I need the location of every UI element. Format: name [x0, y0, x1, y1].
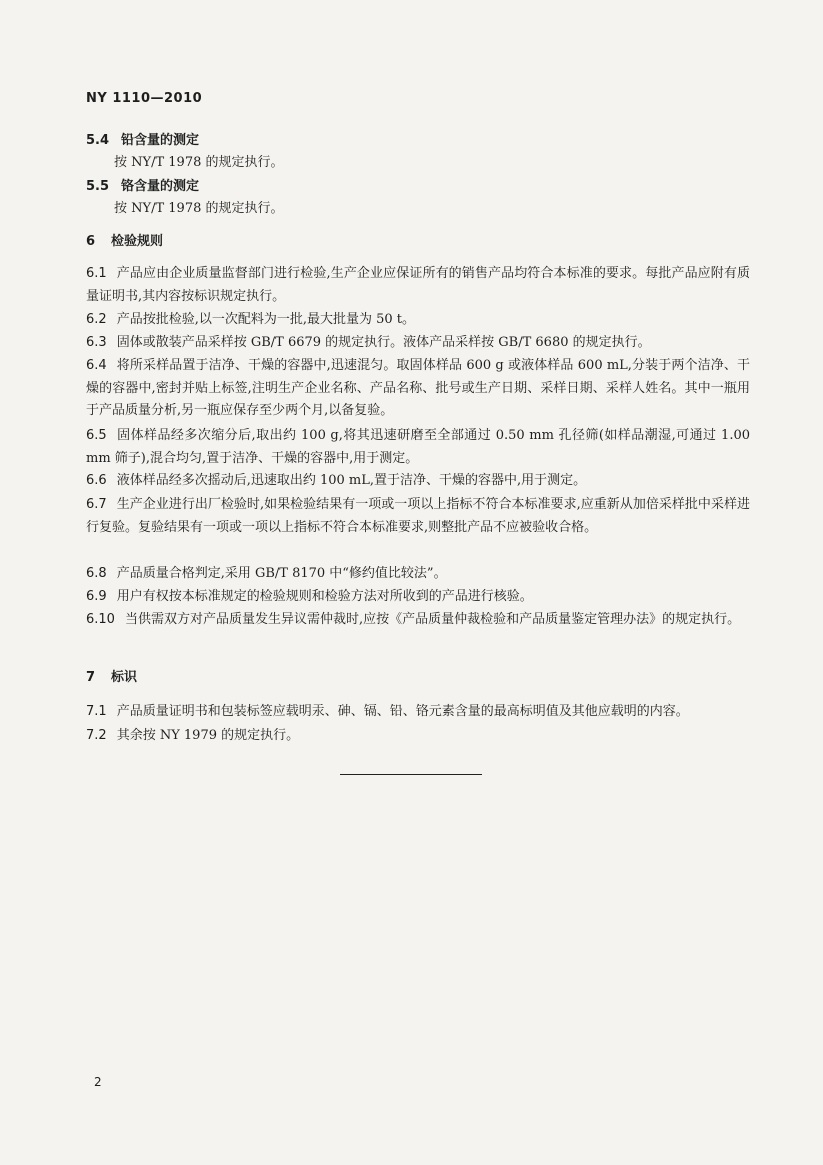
- clause-text: 用户有权按本标准规定的检验规则和检验方法对所收到的产品进行核验。: [116, 589, 533, 604]
- clause-6-8: [86, 563, 750, 586]
- clause-7-2: [86, 725, 750, 748]
- clause-number: 5.5: [86, 179, 110, 194]
- clause-6-10: [86, 609, 750, 632]
- clause-text: 产品按批检验,以一次配料为一批,最大批量为 50 t。: [116, 312, 415, 327]
- clause-title: 铬含量的测定: [121, 179, 200, 194]
- clause-5-4-body: 按 NY/T 1978 的规定执行。: [114, 155, 284, 170]
- section-7-heading: [86, 667, 748, 689]
- clause-text: 产品质量合格判定,采用 GB/T 8170 中“修约值比较法”。: [116, 566, 447, 581]
- standard-number: NY 1110—2010: [86, 91, 203, 106]
- clause-6-2: [86, 309, 750, 332]
- clause-number: 6.5: [86, 428, 107, 443]
- clause-6-1: [86, 263, 750, 308]
- page-number: 2: [94, 1075, 102, 1089]
- clause-title: 铅含量的测定: [121, 133, 200, 148]
- clause-7-1: [86, 701, 750, 724]
- clause-number: 6.6: [86, 473, 107, 488]
- clause-number: 6.10: [86, 612, 115, 627]
- section-title: 检验规则: [111, 234, 164, 249]
- clause-number: 6.1: [86, 266, 107, 281]
- clause-6-4: [86, 355, 750, 423]
- section-6-heading: [86, 231, 748, 253]
- clause-6-7: [86, 494, 750, 539]
- clause-number: 6.7: [86, 497, 107, 512]
- clause-number: 5.4: [86, 133, 110, 148]
- section-title: 标识: [111, 670, 138, 685]
- clause-number: 6.3: [86, 335, 107, 350]
- clause-text: 将所采样品置于洁净、干燥的容器中,迅速混匀。取固体样品 600 g 或液体样品 600 mL,分装于两个洁净、干燥的容器中,密封并贴上标签,注明生产企业名称、产品名称、批号或生产日期、采样日期、采样人姓名。其中一瓶用于产品质量分析,另一瓶应保存至少两个月,以备复验。: [86, 358, 750, 418]
- clause-number: 7.2: [86, 728, 107, 743]
- clause-6-3: [86, 332, 750, 355]
- clause-text: 固体或散装产品采样按 GB/T 6679 的规定执行。液体产品采样按 GB/T 6680 的规定执行。: [116, 335, 651, 350]
- section-number: 7: [86, 670, 96, 685]
- clause-number: 6.2: [86, 312, 107, 327]
- clause-number: 6.9: [86, 589, 107, 604]
- clause-6-5: [86, 425, 750, 470]
- clause-6-9: [86, 586, 750, 609]
- clause-number: 6.8: [86, 566, 107, 581]
- clause-text: 当供需双方对产品质量发生异议需仲裁时,应按《产品质量仲裁检验和产品质量鉴定管理办法》的规定执行。: [124, 612, 741, 627]
- clause-text: 液体样品经多次摇动后,迅速取出约 100 mL,置于洁净、干燥的容器中,用于测定。: [116, 473, 587, 488]
- clause-text: 其余按 NY 1979 的规定执行。: [116, 728, 300, 743]
- section-number: 6: [86, 234, 96, 249]
- clause-number: 7.1: [86, 704, 107, 719]
- clause-5-5-heading: [86, 176, 748, 198]
- clause-6-6: [86, 470, 750, 493]
- clause-text: 产品应由企业质量监督部门进行检验,生产企业应保证所有的销售产品均符合本标准的要求。每批产品应附有质量证明书,其内容按标识规定执行。: [86, 266, 750, 304]
- end-rule: [340, 774, 482, 775]
- clause-text: 生产企业进行出厂检验时,如果检验结果有一项或一项以上指标不符合本标准要求,应重新从加倍采样批中采样进行复验。复验结果有一项或一项以上指标不符合本标准要求,则整批产品不应被验收合格。: [86, 497, 750, 535]
- clause-number: 6.4: [86, 358, 107, 373]
- clause-5-4-heading: [86, 130, 748, 152]
- clause-text: 产品质量证明书和包装标签应载明汞、砷、镉、铅、铬元素含量的最高标明值及其他应载明的内容。: [116, 704, 689, 719]
- clause-5-5-body: 按 NY/T 1978 的规定执行。: [114, 201, 284, 216]
- clause-text: 固体样品经多次缩分后,取出约 100 g,将其迅速研磨至全部通过 0.50 mm 孔径筛(如样品潮湿,可通过 1.00 mm 筛子),混合均匀,置于洁净、干燥的容器中,用于测定。: [86, 428, 750, 466]
